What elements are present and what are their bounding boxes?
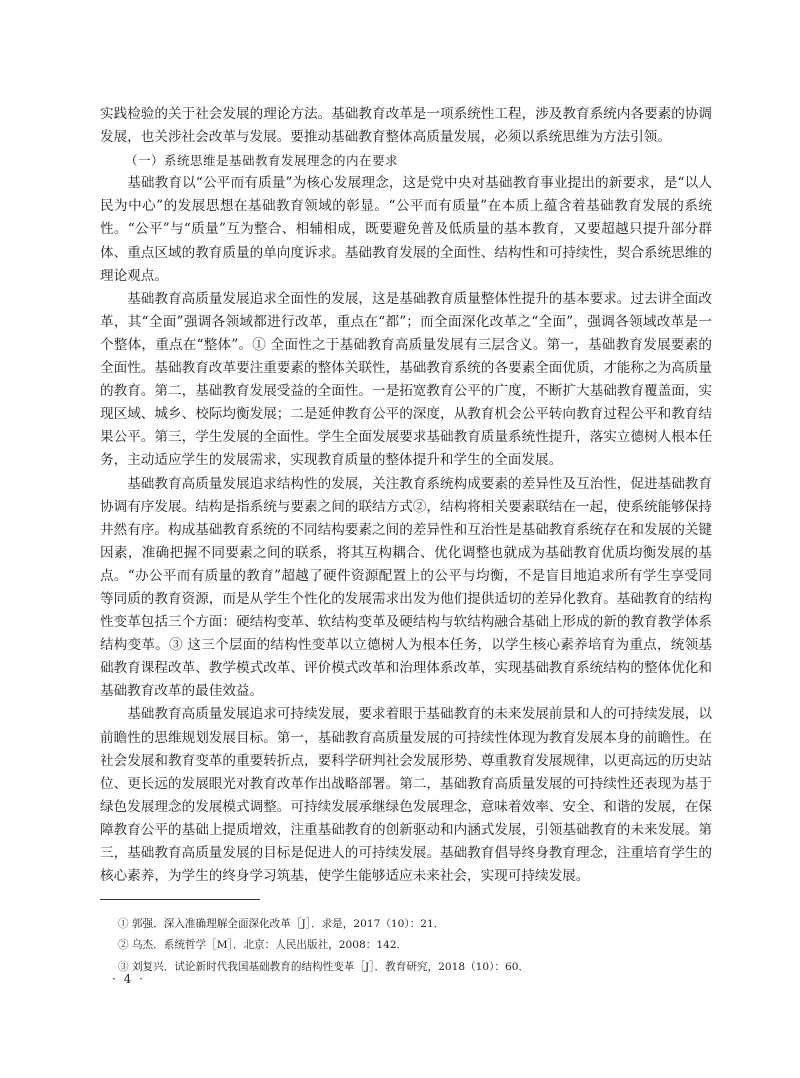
footnotes [118, 914, 718, 978]
section-heading: （一）系统思维是基础教育发展理念的内在要求 [125, 153, 399, 169]
paragraph-continuation: 实践检验的关于社会发展的理论方法。基础教育改革是一项系统性工程，涉及教育系统内各要素的协调发展，也关涉社会改革与发展。要推动基础教育整体高质量发展，必须以系统思维为方法引领。 [100, 106, 712, 146]
document-body [100, 103, 712, 888]
page-number: · 4 · [112, 972, 145, 986]
footnote-item: ③ 刘复兴．试论新时代我国基础教育的结构性变革［J］．教育研究，2018（10）：60． [118, 960, 530, 973]
paragraph: 基础教育以“公平而有质量”为核心发展理念，这是党中央对基础教育事业提出的新要求，是“以人民为中心”的发展思想在基础教育领域的彰显。“公平而有质量”在本质上蕴含着基础教育发展的系统性。“公平”与“质量”互为整合、相辅相成，既要避免普及低质量的基本教育，又要超越只提升部分群体、重点区域的教育质量的单向度诉求。基础教育发展的全面性、结构性和可持续性，契合系统思维的理论观点。 [100, 175, 712, 284]
paragraph: 基础教育高质量发展追求结构性的发展，关注教育系统构成要素的差异性及互治性，促进基础教育协调有序发展。结构是指系统与要素之间的联结方式②，结构将相关要素联结在一起，使系统能够保持井然有序。构成基础教育系统的不同结构要素之间的差异性和互治性是基础教育系统存在和发展的关键因素，准确把握不同要素之间的联系，将其互构耦合、优化调整也就成为基础教育优质均衡发展的基点。“办公平而有质量的教育”超越了硬件资源配置上的公平与均衡，不是盲目地追求所有学生享受同等同质的教育资源，而是从学生个性化的发展需求出发为他们提供适切的差异化教育。基础教育的结构性变革包括三个方面：硬结构变革、软结构变革及硬结构与软结构融合基础上形成的新的教育教学体系结构变革。③ 这三个层面的结构性变革以立德树人为根本任务，以学生核心素养培育为重点，统领基础教育课程改革、教学模式改革、评价模式改革和治理体系改革，实现基础教育系统结构的整体优化和基础教育改革的最佳效益。 [100, 475, 712, 700]
footnote-item: ① 郭强．深入准确理解全面深化改革［J］．求是，2017（10）：21． [118, 918, 445, 930]
footnote-divider [100, 899, 260, 900]
paragraph: 基础教育高质量发展追求可持续发展，要求着眼于基础教育的未来发展前景和人的可持续发展，以前瞻性的思维规划发展目标。第一，基础教育高质量发展的可持续性体现为教育发展本身的前瞻性。在社会发展和教育变革的重要转折点，要科学研判社会发展形势、尊重教育发展规律，以更高远的历史站位、更长远的发展眼光对教育改革作出战略部署。第二，基础教育高质量发展的可持续性还表现为基于绿色发展理念的发展模式调整。可持续发展承继绿色发展理念，意味着效率、安全、和谐的发展，在保障教育公平的基础上提质增效，注重基础教育的创新驱动和内涵式发展，引领基础教育的未来发展。第三，基础教育高质量发展的目标是促进人的可持续发展。基础教育倡导终身教育理念，注重培育学生的核心素养，为学生的终身学习筑基，使学生能够适应未来社会，实现可持续发展。 [100, 706, 712, 885]
paragraph: 基础教育高质量发展追求全面性的发展，这是基础教育质量整体性提升的基本要求。过去讲全面改革，其“全面”强调各领域都进行改革，重点在“都”；而全面深化改革之“全面”，强调各领域改革是一个整体，重点在“整体”。① 全面性之于基础教育高质量发展有三层含义。第一，基础教育发展要素的全面性。基础教育改革要注重要素的整体关联性，基础教育系统的各要素全面优质，才能称之为高质量的教育。第二，基础教育发展受益的全面性。一是拓宽教育公平的广度，不断扩大基础教育覆盖面，实现区域、城乡、校际均衡发展；二是延伸教育公平的深度，从教育机会公平转向教育过程公平和教育结果公平。第三，学生发展的全面性。学生全面发展要求基础教育质量系统性提升，落实立德树人根本任务，主动适应学生的发展需求，实现教育质量的整体提升和学生的全面发展。 [100, 290, 712, 469]
footnote-item: ② 乌杰．系统哲学［M］．北京：人民出版社，2008：142． [118, 939, 408, 952]
